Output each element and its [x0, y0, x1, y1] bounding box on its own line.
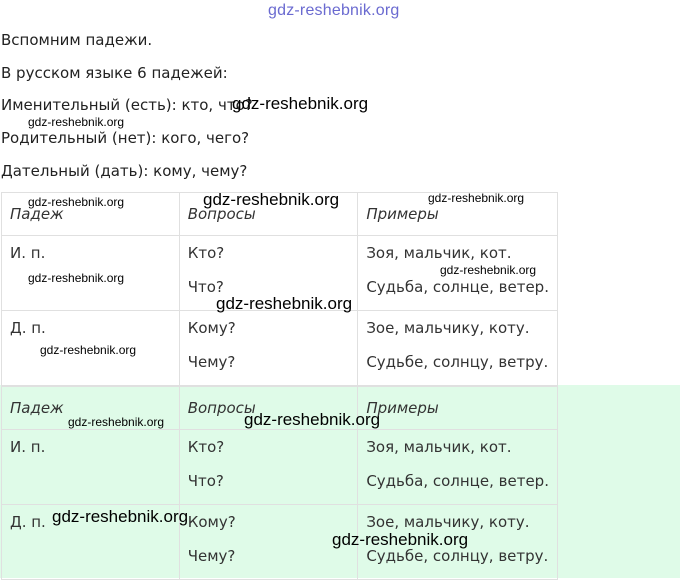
watermark: gdz-reshebnik.org [216, 294, 353, 313]
example: Судьба, солнце, ветер. [366, 278, 549, 296]
question: Что? [187, 472, 224, 490]
question: Кто? [187, 438, 225, 456]
watermark: gdz-reshebnik.org [203, 190, 340, 209]
header-case: Падеж [2, 193, 180, 236]
question: Кто? [187, 244, 225, 262]
case-label: Д. п. [10, 319, 46, 337]
question: Чему? [187, 353, 236, 371]
watermark: gdz-reshebnik.org [428, 191, 525, 205]
watermark: gdz-reshebnik.org [232, 94, 369, 113]
watermark: gdz-reshebnik.org [68, 415, 165, 429]
watermark: gdz-reshebnik.org [28, 195, 125, 209]
question: Что? [187, 278, 224, 296]
watermark: gdz-reshebnik.org [244, 410, 381, 429]
table-row [2, 430, 558, 505]
watermark-top: gdz-reshebnik.org [268, 2, 400, 19]
watermark: gdz-reshebnik.org [52, 507, 189, 526]
example: Зоя, мальчик, кот. [366, 244, 512, 262]
question: Кому? [187, 319, 236, 337]
example: Судьбе, солнцу, ветру. [366, 547, 549, 565]
watermark: gdz-reshebnik.org [28, 115, 125, 129]
example: Судьбе, солнцу, ветру. [366, 353, 549, 371]
watermark: gdz-reshebnik.org [440, 263, 537, 277]
header-questions: Вопросы [179, 193, 358, 236]
example: Зое, мальчику, коту. [366, 319, 530, 337]
header-examples: Примеры [358, 387, 558, 430]
question: Чему? [187, 547, 236, 565]
watermark: gdz-reshebnik.org [40, 343, 137, 357]
question: Кому? [187, 513, 236, 531]
header-questions: Вопросы [179, 387, 358, 430]
example: Зоя, мальчик, кот. [366, 438, 512, 456]
header-case: Падеж [2, 387, 180, 430]
case-label: И. п. [10, 244, 46, 262]
text-line-dative: Дательный (дать): кому, чему? [1, 162, 248, 180]
text-line-intro: Вспомним падежи. [1, 31, 153, 49]
case-label: Д. п. [10, 513, 46, 531]
text-line-genitive: Родительный (нет): кого, чего? [1, 129, 250, 147]
case-label: И. п. [10, 438, 46, 456]
example: Зое, мальчику, коту. [366, 513, 530, 531]
watermark: gdz-reshebnik.org [28, 271, 125, 285]
header-examples: Примеры [358, 193, 558, 236]
watermark: gdz-reshebnik.org [332, 530, 469, 549]
text-line-count: В русском языке 6 падежей: [1, 64, 228, 82]
text-line-nominative: Именительный (есть): кто, что? [1, 96, 253, 114]
example: Судьба, солнце, ветер. [366, 472, 549, 490]
